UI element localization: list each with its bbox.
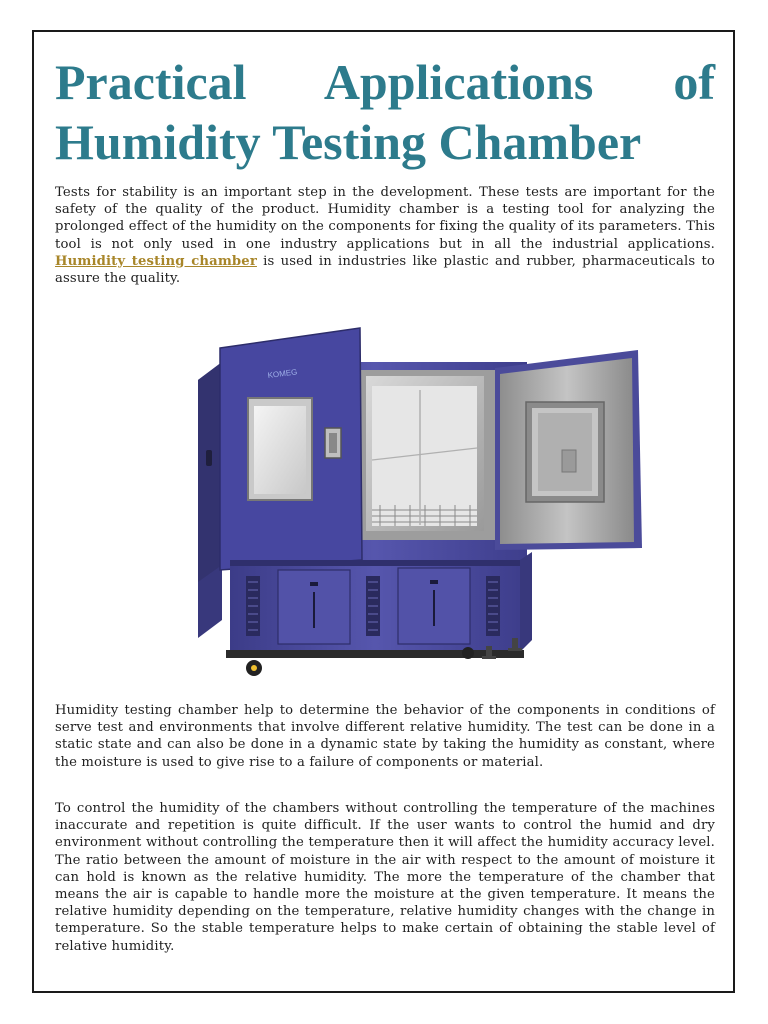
body-paragraph-3: To control the humidity of the chambers without controlling the temperature of the machines inaccurate and repetition is quite difficult. If the user wants to control the humid and dry environment without controlling the temperature then it will affect the humidity accuracy level. The ratio between the amount of moisture in the air with respect to the amount of moisture it can hold is known as the relative humidity. The more the temperature of the chamber that means the air is capable to handle more the moisture at the given temperature. It means the relative humidity depending on the temperature, relative humidity changes with the change in temperature. So the stable temperature helps to make certain of obtaining the stable level of relative humidity.: [55, 801, 715, 954]
humidity-chamber-photo: [190, 320, 650, 685]
chamber-brand-label: KOMEG: [267, 367, 298, 380]
intro-text-start: Tests for stability is an important step in the development. These tests are important for the safety of the quality of the product. Humidity chamber is a testing tool for analyzing the prolonged effect of the humidity on the components for fixing the quality of its parameters. This tool is not only used in one industry applications but in all the industrial applications.: [55, 185, 715, 252]
page-title: Practical Applications of Humidity Testing Chamber: [55, 54, 715, 170]
intro-paragraph: [55, 184, 715, 287]
body-paragraph-2: Humidity testing chamber help to determine the behavior of the components in conditions of serve test and environments that involve different relative humidity. The test can be done in a static state and can also be done in a dynamic state by taking the humidity as constant, where the moisture is used to give rise to a failure of components or material.: [55, 703, 715, 770]
humidity-chamber-link[interactable]: Humidity testing chamber: [55, 253, 257, 269]
intro-text-end: is used in industries like plastic and rubber, pharmaceuticals to assure the quality.: [55, 253, 715, 287]
